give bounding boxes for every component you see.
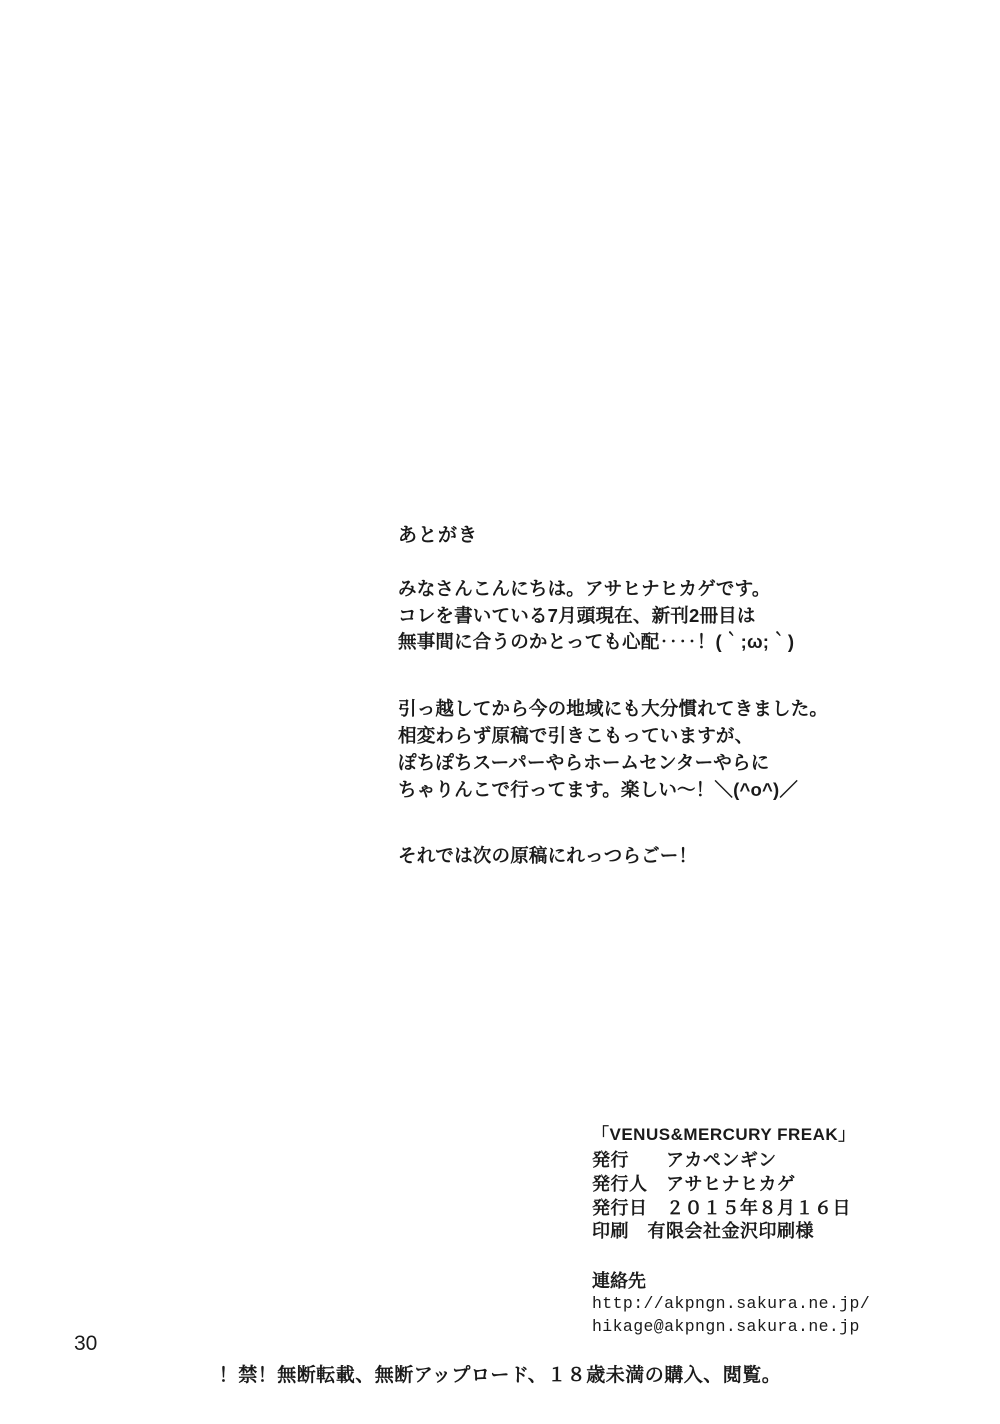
afterword-line: みなさんこんにちは。アサヒナヒカゲです。	[398, 577, 771, 599]
afterword-heading: あとがき	[398, 525, 479, 546]
colophon-publisher: 発行 アカペンギン	[592, 1150, 777, 1170]
colophon-section	[592, 1120, 922, 1338]
afterword-line: コレを書いている7月頭現在、新刊2冊目は	[398, 604, 756, 626]
afterword-line: 引っ越してから今の地域にも大分慣れてきました。	[398, 698, 829, 720]
afterword-paragraph	[398, 843, 918, 870]
afterword-paragraph	[398, 576, 918, 656]
afterword-line: 無事間に合うのかとっても心配‥‥！(｀;ω;｀)	[398, 631, 795, 653]
copyright-warning-notice: ！禁！無断転載、無断アップロード、１８歳未満の購入、閲覧。	[218, 1365, 782, 1386]
colophon-website-url[interactable]: http://akpngn.sakura.ne.jp/	[592, 1294, 871, 1314]
afterword-line: ちゃりんこで行ってます。楽しい〜！＼(^o^)／	[398, 778, 799, 800]
colophon-contact-label: 連絡先	[592, 1271, 646, 1291]
afterword-section	[398, 525, 918, 870]
colophon-printer: 印刷 有限会社金沢印刷様	[592, 1221, 814, 1242]
colophon-date: 発行日 ２０１５年８月１６日	[592, 1197, 851, 1218]
colophon-email-address[interactable]: hikage@akpngn.sakura.ne.jp	[592, 1316, 860, 1336]
afterword-line: 相変わらず原稿で引きこもっていますが、	[398, 725, 754, 747]
colophon-author: 発行人 アサヒナヒカゲ	[592, 1173, 796, 1194]
colophon-work-title: 「VENUS&MERCURY FREAK」	[592, 1125, 856, 1144]
afterword-line: ぽちぽちスーパーやらホームセンターやらに	[398, 751, 770, 773]
afterword-paragraph	[398, 696, 918, 803]
page-number: 30	[74, 1332, 98, 1355]
afterword-line: それでは次の原稿にれっつらごー！	[398, 845, 698, 867]
